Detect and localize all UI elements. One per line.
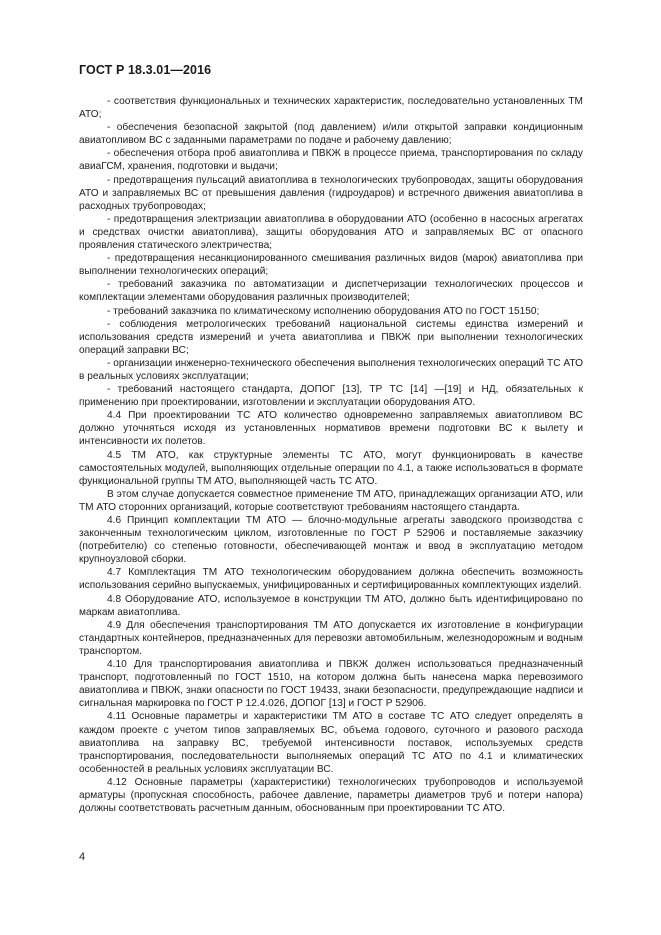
page-number: 4	[79, 851, 86, 863]
document-body	[79, 95, 583, 815]
list-item-pulsation-prevention: - предотвращения пульсаций авиатоплива в технологических трубопроводах, защиты оборудования АТО и заправляемых ВС от превышения давления (гидроударов) и встречного движения авиатоплива в расходных трубопроводах;	[79, 174, 583, 212]
clause-4-6: 4.6 Принцип комплектации ТМ АТО — блочно-модульные агрегаты заводского производства с законченным технологическим циклом, изготовленные по ГОСТ Р 52906 и поставляемые заказчику (потребителю) со степенью готовности, обеспечивающей монтаж и ввод в эксплуатацию методом крупноузловой сборки.	[79, 515, 583, 566]
clause-4-9: 4.9 Для обеспечения транспортирования ТМ АТО допускается их изготовление в конфигурации стандартных контейнеров, предназначенных для перевозки автомобильным, железнодорожным и водным транспортом.	[79, 619, 583, 657]
clause-4-4: 4.4 При проектировании ТС АТО количество одновременно заправляемых авиатопливом ВС должно уточняться исходя из установленных нормативов времени подготовки ВС к вылету и интенсивности их полетов.	[79, 410, 583, 448]
list-item-functional-characteristics: - соответствия функциональных и технических характеристик, последовательно установленных ТМ АТО;	[79, 96, 583, 121]
list-item-metrology: - соблюдения метрологических требований национальной системы единства измерений и использования средств измерений и учета авиатоплива и ПВКЖ при выполнении технологических операций заправки ВС;	[79, 318, 583, 356]
clause-4-5: 4.5 ТМ АТО, как структурные элементы ТС АТО, могут функционировать в качестве самостоятельных модулей, выполняющих отдельные операции по 4.1, а также использоваться в формате функциональной группы ТМ АТО, выполняющей часть ТС АТО.	[79, 449, 583, 487]
list-item-climatic-requirements: - требований заказчика по климатическому исполнению оборудования АТО по ГОСТ 15150;	[107, 305, 540, 317]
clause-4-11: 4.11 Основные параметры и характеристики ТМ АТО в составе ТС АТО следует определять в каждом проекте с учетом типов заправляемых ВС, объема годового, суточного и разового расхода авиатоплива на заправку ВС, требуемой интенсивности поставок, используемых средств транспортирования, последовательности выполняемых операций ТС АТО по 4.1 и климатических особенностей в реальных условиях эксплуатации ВС.	[79, 711, 583, 775]
clause-4-7: 4.7 Комплектация ТМ АТО технологическим оборудованием должна обеспечить возможность использования серийно выпускаемых, унифицированных и сертифицированных комплектующих изделий.	[79, 567, 583, 592]
clause-4-12: 4.12 Основные параметры (характеристики) технологических трубопроводов и используемой арматуры (пропускная способность, рабочее давление, параметры диаметров труб и потери напора) должны соответствовать расчетным данным, обоснованным при проектировании ТС АТО.	[79, 776, 583, 815]
list-item-standard-requirements: - требований настоящего стандарта, ДОПОГ [13], ТР ТС [14] —[19] и НД, обязательных к применению при проектировании, изготовлении и эксплуатации оборудования АТО.	[79, 384, 583, 409]
list-item-electrization-prevention: - предотвращения электризации авиатоплива в оборудовании АТО (особенно в насосных агрегатах и средствах очистки авиатоплива), защиты оборудования АТО и заправляемых ВС от опасного проявления статического электричества;	[79, 213, 583, 252]
list-item-sampling: - обеспечения отбора проб авиатоплива и ПВКЖ в процессе приема, транспортирования по складу авиаГСМ, хранения, подготовки и выдачи;	[79, 148, 583, 173]
clause-4-5-continuation: В этом случае допускается совместное применение ТМ АТО, принадлежащих организации АТО, или ТМ АТО сторонних организаций, которые соответствуют требованиям настоящего стандарта.	[79, 488, 583, 513]
list-item-automation-requirements: - требований заказчика по автоматизации и диспетчеризации технологических процессов и комплектации элементами оборудования различных производителей;	[79, 279, 583, 304]
clause-4-8: 4.8 Оборудование АТО, используемое в конструкции ТМ АТО, должно быть идентифицировано по маркам авиатоплива.	[79, 593, 583, 618]
clause-4-10: 4.10 Для транспортирования авиатоплива и ПВКЖ должен использоваться предназначенный транспорт, подготовленный по ГОСТ 1510, на котором должна быть нанесена марка перевозимого авиатоплива и ПВКЖ, знаки опасности по ГОСТ 19433, знаки безопасности, предупреждающие надписи и сигнальная маркировка по ГОСТ Р 12.4.026, ДОПОГ [13] и ГОСТ Р 52906.	[79, 659, 583, 710]
list-item-safe-refueling: - обеспечения безопасной закрытой (под давлением) и/или открытой заправки кондиционным авиатопливом ВС с заданными параметрами по подаче и рабочему давлению;	[79, 122, 583, 147]
list-item-engineering-support: - организации инженерно-технического обеспечения выполнения технологических операций ТС АТО в реальных условиях эксплуатации;	[79, 357, 583, 382]
document-header: ГОСТ Р 18.3.01—2016	[79, 63, 212, 77]
list-item-mixing-prevention: - предотвращения несанкционированного смешивания различных видов (марок) авиатоплива при выполнении технологических операций;	[79, 253, 583, 278]
